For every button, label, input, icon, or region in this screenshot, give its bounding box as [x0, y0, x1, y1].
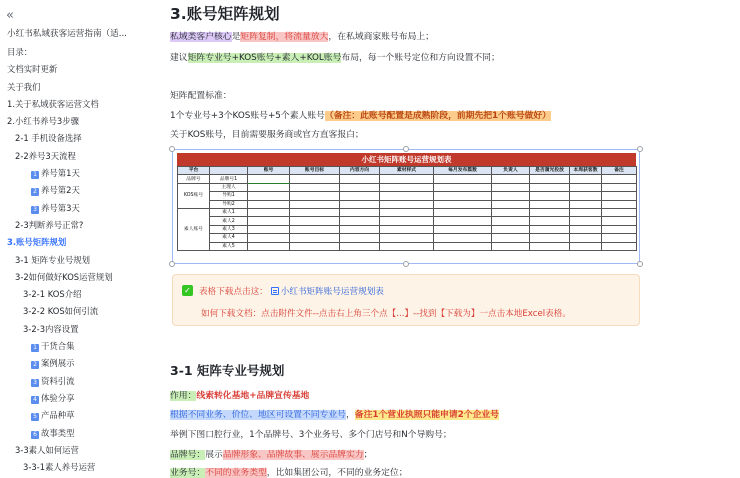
table-cell	[492, 183, 530, 191]
table-cell	[290, 234, 340, 242]
table-cell	[602, 200, 637, 208]
paragraph-business	[170, 465, 408, 478]
table-header-cell: 平台	[178, 167, 210, 175]
toc-item-label: 3-2-3内容设置	[23, 323, 79, 334]
table-cell	[248, 225, 290, 233]
table-row	[178, 192, 637, 200]
toc-item[interactable]	[0, 148, 155, 165]
table-cell	[492, 208, 530, 216]
check-icon: ✓	[182, 285, 193, 296]
table-cell	[248, 234, 290, 242]
toc-item-label: 3-2-2 KOS如何引流	[23, 306, 99, 317]
table-cell	[290, 225, 340, 233]
table-cell	[570, 242, 602, 250]
highlight-text: 业务号：	[170, 468, 206, 478]
resize-handle[interactable]	[403, 146, 409, 152]
table-cell	[290, 192, 340, 200]
table-cell	[340, 225, 380, 233]
table-cell	[570, 234, 602, 242]
table-row	[178, 225, 637, 233]
paragraph-role	[170, 388, 309, 401]
table-cell	[570, 200, 602, 208]
toc-item[interactable]	[0, 61, 155, 78]
highlight-text: 品牌形象、品牌故事、展示品牌实力	[222, 450, 364, 460]
table-cell	[290, 242, 340, 250]
toc-item[interactable]	[0, 252, 155, 269]
table-cell	[602, 208, 637, 216]
table-header-cell	[210, 167, 248, 175]
callout-line-1	[199, 285, 384, 297]
table-cell	[290, 183, 340, 191]
toc-item-label: 2-2养号3天流程	[15, 150, 76, 161]
table-cell	[570, 175, 602, 183]
paragraph-example: 举例下图口腔行业，1个品牌号、3个业务号、多个门店号和N个导购号；	[170, 430, 452, 440]
table-cell	[434, 217, 492, 225]
text: 布局，每一个账号定位和方向设置不同；	[341, 53, 500, 63]
table-cell	[380, 234, 434, 242]
paragraph-core	[170, 29, 434, 42]
table-row	[178, 200, 637, 208]
highlight-text: 作用：	[170, 391, 197, 401]
document-body	[170, 0, 740, 478]
number-icon: 1	[31, 171, 39, 179]
table-cell	[602, 192, 637, 200]
toc-item[interactable]	[0, 286, 155, 303]
toc-item[interactable]	[0, 407, 155, 424]
table-cell	[290, 175, 340, 183]
table-cell	[380, 225, 434, 233]
resize-handle[interactable]	[169, 261, 175, 267]
table-cell	[434, 234, 492, 242]
sheet-image[interactable]	[172, 149, 640, 264]
text: ；	[363, 450, 373, 460]
table-cell	[434, 200, 492, 208]
resize-handle[interactable]	[637, 261, 643, 267]
toc-item[interactable]	[0, 390, 155, 407]
table-row	[178, 183, 637, 191]
toc-item-label: 1.关于私域获客运营文档	[7, 98, 99, 109]
toc-item-label: 故事类型	[41, 427, 75, 438]
account-cell: 素人2	[210, 217, 248, 225]
toc-item[interactable]	[0, 269, 155, 286]
resize-handle[interactable]	[637, 146, 643, 152]
toc-item[interactable]	[0, 200, 155, 217]
number-icon: 1	[31, 344, 39, 352]
toc-item[interactable]	[0, 321, 155, 338]
table-cell	[340, 217, 380, 225]
toc-item-label: 2-3判断养号正常?	[15, 219, 84, 230]
resize-handle[interactable]	[403, 261, 409, 267]
highlight-text: 矩阵复制，将流量放大	[240, 32, 329, 42]
toc-item[interactable]	[0, 355, 155, 372]
table-cell	[570, 192, 602, 200]
highlight-text: 品牌号：	[170, 450, 206, 460]
table-cell	[290, 208, 340, 216]
section-heading: 3-1 矩阵专业号规划	[170, 363, 285, 378]
table-cell	[530, 175, 570, 183]
table-cell	[492, 175, 530, 183]
table-row	[178, 217, 637, 225]
table-header-cell: 内容方向	[340, 167, 380, 175]
planning-table	[177, 153, 636, 259]
table-cell	[290, 200, 340, 208]
number-icon: 6	[31, 431, 39, 439]
table-cell	[248, 200, 290, 208]
table-cell	[492, 234, 530, 242]
table-cell	[434, 175, 492, 183]
table-row	[178, 242, 637, 250]
table-cell	[380, 183, 434, 191]
table-cell	[492, 225, 530, 233]
table-cell	[570, 183, 602, 191]
table-cell	[530, 183, 570, 191]
table-header-cell: 负责人	[492, 167, 530, 175]
table-cell	[434, 208, 492, 216]
table-cell	[340, 242, 380, 250]
number-icon: 2	[31, 361, 39, 369]
toc-item[interactable]	[0, 217, 155, 234]
text: 展示	[205, 450, 223, 460]
toc-item[interactable]	[0, 442, 155, 459]
table-cell	[248, 217, 290, 225]
toc-item-label: 3.账号矩阵规划	[7, 237, 67, 248]
table-cell	[602, 242, 637, 250]
paragraph-brand	[170, 447, 372, 460]
table-row	[178, 208, 637, 216]
account-cell: 导购2	[210, 200, 248, 208]
paragraph-config	[170, 108, 551, 121]
sheet-file-icon	[271, 287, 279, 295]
table-cell	[530, 225, 570, 233]
toc-item-label: 养号第2天	[41, 185, 80, 196]
table-cell	[434, 242, 492, 250]
doc-title[interactable]: 小红书私域获客运营指南（适...	[7, 29, 127, 39]
table-cell	[248, 175, 290, 183]
toc-item-label: 目录：	[7, 47, 33, 57]
text: 1个专业号+3个KOS账号+5个素人账号	[170, 111, 325, 121]
toc-item[interactable]	[0, 234, 155, 251]
table-header-cell: 备注	[602, 167, 637, 175]
toc-item-label: 养号第3天	[41, 202, 80, 213]
toc-item-label: 资料引流	[41, 375, 75, 386]
table-cell	[434, 183, 492, 191]
toc-item-label: 3-3素人如何运营	[15, 444, 79, 455]
toc-item-label: 3-2-1 KOS介绍	[23, 289, 82, 300]
collapse-sidebar-icon[interactable]: «	[6, 8, 11, 23]
table-cell	[602, 183, 637, 191]
table-cell	[340, 200, 380, 208]
number-icon: 2	[31, 188, 39, 196]
sheet-title: 小红书矩阵账号运营规划表	[177, 153, 636, 166]
table-of-contents	[0, 44, 155, 476]
toc-item-label: 产品种草	[41, 410, 75, 421]
table-cell	[340, 208, 380, 216]
table-cell	[248, 242, 290, 250]
table-cell	[380, 192, 434, 200]
toc-item-label: 3-3-1素人养号运营	[23, 462, 96, 473]
account-cell: 品牌号1	[210, 175, 248, 183]
table-cell	[492, 192, 530, 200]
text: 线索转化基地+品牌宣传基地	[196, 391, 310, 401]
download-callout	[172, 274, 640, 326]
toc-item-label: 干货合集	[41, 341, 75, 352]
callout-line-2: 如何下载文档：点击附件文件--点击右上角三个点【...】--找到【下载为】一点击本地Excel表格。	[201, 309, 571, 319]
table-cell	[380, 217, 434, 225]
table-cell	[570, 225, 602, 233]
table-cell	[248, 208, 290, 216]
table-cell	[492, 217, 530, 225]
table-row	[178, 175, 637, 183]
table-cell	[380, 208, 434, 216]
toc-item[interactable]	[0, 79, 155, 96]
highlight-note: （备注：此账号配置是成熟阶段，前期先把1个账号做好）	[324, 111, 551, 121]
table-cell	[492, 242, 530, 250]
toc-item[interactable]	[0, 338, 155, 355]
table-cell	[248, 192, 290, 200]
paragraph-accounts	[170, 407, 499, 420]
table-header-cell: 是否蒲光投放	[530, 167, 570, 175]
text: ，	[345, 410, 355, 420]
table-cell	[434, 192, 492, 200]
table-header-cell: 账号	[248, 167, 290, 175]
toc-item-label: 体验分享	[41, 392, 75, 403]
toc-item[interactable]	[0, 425, 155, 442]
highlight-text: 不同的业务类型	[205, 468, 267, 478]
toc-item[interactable]	[0, 459, 155, 476]
table-cell	[380, 200, 434, 208]
table-cell	[530, 234, 570, 242]
table-cell	[530, 192, 570, 200]
resize-handle[interactable]	[169, 146, 175, 152]
table-header-cell: 素材样式	[380, 167, 434, 175]
account-cell: 素人5	[210, 242, 248, 250]
toc-item[interactable]	[0, 165, 155, 182]
table-header-cell: 本周获客数	[570, 167, 602, 175]
toc-item[interactable]	[0, 130, 155, 147]
toc-item[interactable]	[0, 44, 155, 61]
paragraph-kos: 关于KOS账号，目前需要服务商或官方直客报白；	[170, 130, 364, 140]
table-cell	[340, 175, 380, 183]
table-cell	[602, 234, 637, 242]
table-cell	[530, 208, 570, 216]
table-cell	[290, 217, 340, 225]
text: 是	[231, 32, 241, 42]
number-icon: 3	[31, 379, 39, 387]
table-cell	[434, 225, 492, 233]
number-icon: 3	[31, 206, 39, 214]
table-cell	[570, 208, 602, 216]
text: ，在私域商家账号布局上；	[328, 32, 434, 42]
toc-item-label: 3-1 矩阵专业号规划	[15, 254, 90, 265]
sheet-table	[177, 166, 637, 251]
toc-item-label: 关于我们	[7, 81, 41, 92]
table-cell	[530, 217, 570, 225]
category-cell: 素人账号	[178, 208, 210, 250]
account-cell: 导购1	[210, 192, 248, 200]
table-cell	[602, 217, 637, 225]
sidebar	[0, 0, 155, 471]
number-icon: 4	[31, 396, 39, 404]
account-cell: 素人4	[210, 234, 248, 242]
account-cell: 素人1	[210, 208, 248, 216]
text: ，比如集团公司，不同的业务定位；	[266, 468, 408, 478]
toc-item-label: 养号第1天	[41, 168, 80, 179]
number-icon: 5	[31, 413, 39, 421]
highlight-text: 私域类客户核心	[170, 32, 232, 42]
table-cell	[380, 242, 434, 250]
toc-item[interactable]	[0, 182, 155, 199]
toc-item[interactable]	[0, 113, 155, 130]
toc-item-label: 3-2如何做好KOS运营规划	[15, 271, 113, 282]
account-cell: 素人3	[210, 225, 248, 233]
table-header-cell: 账号目标	[290, 167, 340, 175]
toc-item-label: 2-1 手机设备选择	[15, 133, 82, 144]
category-cell: 品牌号	[178, 175, 210, 183]
table-header-cell: 每月发布篇数	[434, 167, 492, 175]
highlight-note: 备注1个营业执照只能申请2个企业号	[354, 410, 499, 420]
table-cell	[530, 242, 570, 250]
table-cell	[340, 192, 380, 200]
toc-item[interactable]	[0, 303, 155, 320]
highlight-text: 根据不同业务、价位、地区可设置不同专业号	[170, 410, 346, 420]
account-cell: 主理人	[210, 183, 248, 191]
category-cell: KOS账号	[178, 183, 210, 208]
toc-item-label: 案例展示	[41, 358, 75, 369]
table-cell	[602, 225, 637, 233]
table-cell	[602, 175, 637, 183]
table-cell	[492, 200, 530, 208]
table-cell	[530, 200, 570, 208]
table-header-row	[178, 167, 637, 175]
table-cell	[340, 183, 380, 191]
highlight-text: 矩阵专业号+KOS账号+素人+KOL账号	[187, 53, 342, 63]
toc-item[interactable]	[0, 96, 155, 113]
text: 表格下载点击这：	[199, 287, 268, 297]
toc-item-label: 文档实时更新	[7, 64, 58, 75]
toc-item[interactable]	[0, 373, 155, 390]
text: 建议	[170, 53, 188, 63]
page-title: 3.账号矩阵规划	[170, 5, 280, 23]
table-cell	[570, 217, 602, 225]
table-cell	[380, 175, 434, 183]
paragraph-config-title: 矩阵配置标准：	[170, 91, 232, 101]
toc-item-label: 2.小红书养号3步骤	[7, 116, 79, 127]
paragraph-layout	[170, 50, 500, 63]
table-cell	[248, 183, 290, 191]
table-cell	[340, 234, 380, 242]
table-row	[178, 234, 637, 242]
table-download-link[interactable]: 小红书矩阵账号运营规划表	[280, 287, 384, 297]
